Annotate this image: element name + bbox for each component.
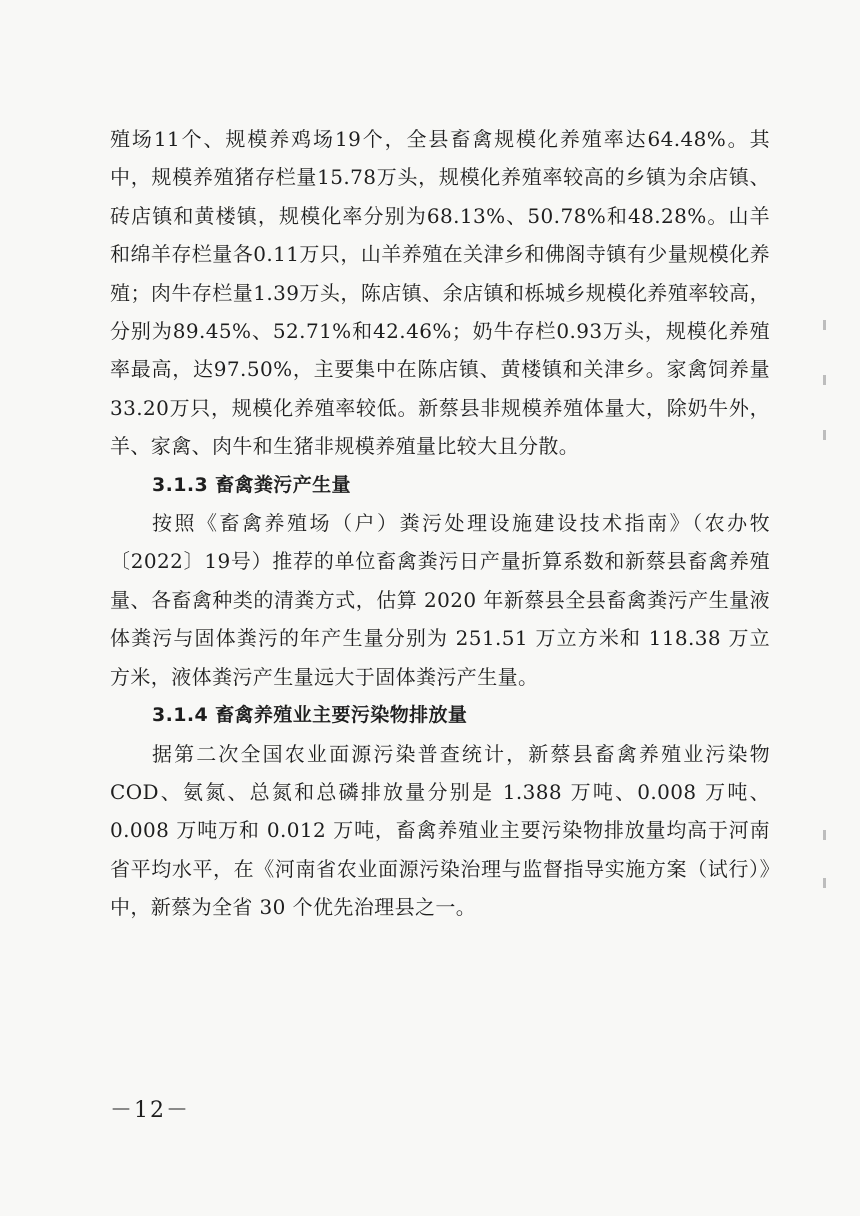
- scan-margin-mark: [823, 430, 826, 440]
- scan-margin-mark: [823, 878, 826, 888]
- paragraph: 按照《畜禽养殖场（户）粪污处理设施建设技术指南》（农办牧〔2022〕19号）推荐的单位畜禽粪污日产量折算系数和新蔡县畜禽养殖量、各畜禽种类的清粪方式，估算 2020 年新蔡县全县畜禽粪污产生量液体粪污与固体粪污的年产生量分别为 251.51 万立方米和 118.38 万立方米，液体粪污产生量远大于固体粪污产生量。: [110, 511, 770, 689]
- body-text: [110, 120, 770, 927]
- paragraph: 据第二次全国农业面源污染普查统计，新蔡县畜禽养殖业污染物 COD、氨氮、总氮和总磷排放量分别是 1.388 万吨、0.008 万吨、0.008 万吨万和 0.012 万吨，畜禽养殖业主要污染物排放量均高于河南省平均水平，在《河南省农业面源污染治理与监督指导实施方案（试行）》中，新蔡为全省 30 个优先治理县之一。: [110, 741, 770, 920]
- scan-margin-mark: [823, 320, 826, 330]
- paragraph: 殖场11个、规模养鸡场19个，全县畜禽规模化养殖率达64.48%。其中，规模养殖猪存栏量15.78万头，规模化养殖率较高的乡镇为余店镇、砖店镇和黄楼镇，规模化率分别为68.13%、50.78%和48.28%。山羊和绵羊存栏量各0.11万只，山羊养殖在关津乡和佛阁寺镇有少量规模化养殖；肉牛存栏量1.39万头，陈店镇、余店镇和栎城乡规模化养殖率较高，分别为89.45%、52.71%和42.46%；奶牛存栏0.93万头，规模化养殖率最高，达97.50%，主要集中在陈店镇、黄楼镇和关津乡。家禽饲养量33.20万只，规模化养殖率较低。新蔡县非规模养殖体量大，除奶牛外，羊、家禽、肉牛和生猪非规模养殖量比较大且分散。: [110, 127, 770, 459]
- section-heading-3-1-3: 3.1.3 畜禽粪污产生量: [152, 473, 351, 496]
- scan-margin-mark: [823, 375, 826, 385]
- page-number: －12－: [110, 1098, 190, 1123]
- scan-margin-mark: [823, 830, 826, 840]
- section-heading-3-1-4: 3.1.4 畜禽养殖业主要污染物排放量: [152, 704, 468, 727]
